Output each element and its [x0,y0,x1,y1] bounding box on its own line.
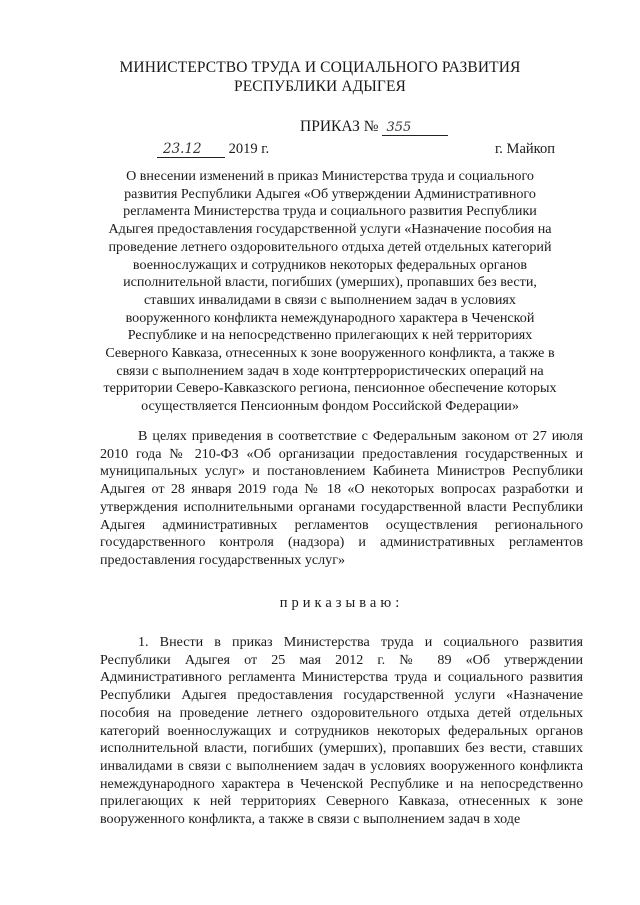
order-year: 2019 г. [228,141,270,157]
order-date-handwritten: 23.12 [157,141,225,158]
order-title [300,118,448,136]
ministry-name-line1: МИНИСТЕРСТВО ТРУДА И СОЦИАЛЬНОГО РАЗВИТИЯ [119,59,521,76]
ministry-header [100,58,540,96]
ministry-name-line2: РЕСПУБЛИКИ АДЫГЕЯ [234,78,406,95]
clause-1-paragraph: 1. Внести в приказ Министерства труда и социального развития Республики Адыгея от 25 мая 2012 г. № 89 «Об утверждении Административного регламента Министерства труда и социального развития Республики Адыгея предоставления государственной услуги «Назначение пособия на проведение летнего оздоровительного отдыха детей отдельных категорий военнослужащих и сотрудников некоторых федеральных органов исполнительной власти, погибших (умерших), пропавших без вести, ставших инвалидами в связи с выполнением задач в условиях вооруженного конфликта немеждународного характера в Чеченской Республике и на непосредственно прилегающих к ней территориях Северного Кавказа, отнесенных к зоне вооруженного конфликта, а также в связи с выполнением задач в ходе [100,634,583,828]
order-subject: О внесении изменений в приказ Министерства труда и социального развития Республики Адыгея «Об утверждении Административного регламента Министерства труда и социального развития Республики Адыгея предоставления государственной услуги «Назначение пособия на проведение летнего оздоровительного отдыха детей отдельных категорий военнослужащих и сотрудников некоторых федеральных органов исполнительной власти, погибших (умерших), пропавших без вести, ставших инвалидами в связи с выполнением задач в условиях вооруженного конфликта немеждународного характера в Чеченской Республике и на непосредственно прилегающих к ней территориях Северного Кавказа, отнесенных к зоне вооруженного конфликта, а также в связи с выполнением задач в ходе контртеррористических операций на территории Северо-Кавказского региона, пенсионное обеспечение которых осуществляется Пенсионным фондом Российской Федерации» [103,168,557,415]
order-label: ПРИКАЗ № [300,118,379,135]
order-date [157,141,269,158]
order-city: г. Майкоп [495,141,555,157]
order-verb: приказываю: [279,595,404,611]
preamble-paragraph: В целях приведения в соответствие с Федеральным законом от 27 июля 2010 года № 210-ФЗ «Об организации предоставления государственных и муниципальных услуг» и постановлением Кабинета Министров Республики Адыгея от 28 января 2019 года № 18 «О некоторых вопросах разработки и утверждения исполнительными органами государственной власти Республики Адыгея административных регламентов осуществления регионального государственного контроля (надзора) и административных регламентов предоставления государственных услуг» [100,428,583,568]
order-number: 355 [382,120,448,136]
